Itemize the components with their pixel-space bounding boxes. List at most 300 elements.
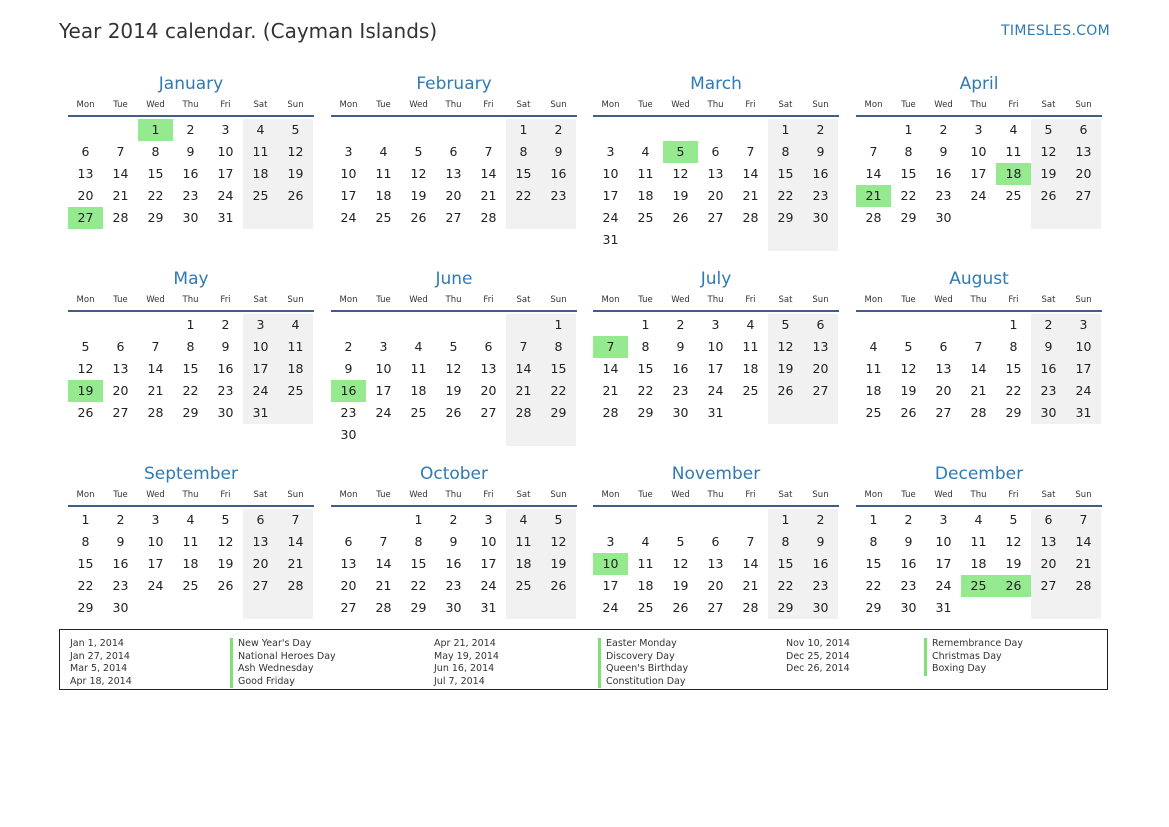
- day-cell: 27: [1075, 188, 1092, 203]
- day-cell: 24: [970, 188, 987, 203]
- day-cell: 18: [375, 188, 392, 203]
- legend-names-1: [230, 638, 336, 688]
- month-april: [856, 73, 1102, 259]
- day-cell: 15: [182, 361, 199, 376]
- day-cell: 17: [340, 188, 357, 203]
- weekday-label: Sun: [1075, 490, 1092, 500]
- day-cell: 6: [484, 339, 493, 354]
- legend-names-3: [924, 638, 1023, 676]
- day-cell: 9: [186, 144, 195, 159]
- day-cell: 5: [554, 512, 563, 527]
- weekday-label: Thu: [970, 100, 987, 110]
- weekday-label: Wed: [671, 295, 690, 305]
- days-grid: [593, 119, 838, 259]
- month-january: [68, 73, 314, 259]
- month-name: January: [158, 74, 224, 94]
- legend-date: Dec 25, 2014: [786, 650, 850, 662]
- day-cell: 21: [480, 188, 497, 203]
- day-cell: 7: [291, 512, 300, 527]
- weekday-label: Thu: [707, 490, 724, 500]
- day-cell: 12: [777, 339, 794, 354]
- weekday-label: Sat: [1041, 490, 1056, 500]
- day-cell: 2: [554, 122, 563, 137]
- day-cell: 6: [1044, 512, 1053, 527]
- day-cell: 17: [375, 383, 392, 398]
- weekday-label: Wed: [146, 490, 165, 500]
- day-cell: 7: [116, 144, 125, 159]
- day-cell: 11: [515, 534, 532, 549]
- day-cell: 22: [777, 188, 794, 203]
- legend-holiday: Remembrance Day: [924, 638, 1023, 651]
- day-cell: 15: [865, 556, 882, 571]
- day-cell: 26: [287, 188, 304, 203]
- day-cell: 19: [777, 361, 794, 376]
- day-cell: 12: [445, 361, 462, 376]
- day-cell: 28: [515, 405, 532, 420]
- day-cell: 10: [602, 166, 619, 181]
- days-grid: [331, 509, 576, 649]
- day-cell: 26: [777, 383, 794, 398]
- day-cell: 30: [812, 210, 829, 225]
- day-cell: 30: [445, 600, 462, 615]
- day-cell: 28: [480, 210, 497, 225]
- day-cell: 9: [904, 534, 913, 549]
- month-february: [331, 73, 577, 259]
- day-cell: 27: [480, 405, 497, 420]
- day-cell: 18: [865, 383, 882, 398]
- month-name: July: [700, 269, 732, 289]
- day-cell: 8: [781, 144, 790, 159]
- month-may: [68, 268, 314, 454]
- day-cell: 21: [112, 188, 129, 203]
- holiday-day-cell: 18: [996, 163, 1031, 185]
- day-cell: 23: [112, 578, 129, 593]
- weekday-label: Wed: [934, 295, 953, 305]
- month-name: March: [690, 74, 742, 94]
- day-cell: 8: [519, 144, 528, 159]
- days-grid: [593, 509, 838, 649]
- day-cell: 16: [550, 166, 567, 181]
- day-cell: 12: [672, 556, 689, 571]
- day-cell: 22: [410, 578, 427, 593]
- weekday-label: Wed: [934, 100, 953, 110]
- day-cell: 11: [252, 144, 269, 159]
- weekday-label: Tue: [901, 295, 916, 305]
- day-cell: 22: [182, 383, 199, 398]
- day-cell: 12: [1005, 534, 1022, 549]
- day-cell: 20: [340, 578, 357, 593]
- day-cell: 27: [112, 405, 129, 420]
- holiday-legend: [59, 629, 1108, 690]
- day-cell: 27: [252, 578, 269, 593]
- weekday-label: Sat: [778, 295, 793, 305]
- day-cell: 9: [816, 534, 825, 549]
- day-cell: 27: [445, 210, 462, 225]
- month-rule: [68, 505, 314, 507]
- legend-holiday: Discovery Day: [598, 651, 688, 664]
- day-cell: 21: [147, 383, 164, 398]
- holiday-day-cell: 19: [68, 380, 103, 402]
- weekday-label: Thu: [970, 295, 987, 305]
- day-cell: 16: [812, 556, 829, 571]
- day-cell: 4: [974, 512, 983, 527]
- day-cell: 28: [147, 405, 164, 420]
- day-cell: 19: [287, 166, 304, 181]
- day-cell: 30: [900, 600, 917, 615]
- weekday-label: Mon: [339, 100, 358, 110]
- day-cell: 1: [554, 317, 563, 332]
- day-cell: 8: [414, 534, 423, 549]
- day-cell: 24: [340, 210, 357, 225]
- day-cell: 17: [217, 166, 234, 181]
- day-cell: 12: [410, 166, 427, 181]
- day-cell: 6: [81, 144, 90, 159]
- day-cell: 12: [287, 144, 304, 159]
- day-cell: 10: [707, 339, 724, 354]
- legend-date: Jun 16, 2014: [434, 663, 495, 674]
- day-cell: 12: [900, 361, 917, 376]
- day-cell: 18: [182, 556, 199, 571]
- legend-date: Jul 7, 2014: [434, 675, 485, 687]
- day-cell: 15: [777, 556, 794, 571]
- day-cell: 15: [147, 166, 164, 181]
- day-cell: 21: [742, 578, 759, 593]
- month-rule: [856, 505, 1102, 507]
- day-cell: 10: [970, 144, 987, 159]
- days-grid: [68, 119, 313, 259]
- weekday-label: Sun: [550, 490, 567, 500]
- day-cell: 24: [602, 210, 619, 225]
- weekday-label: Mon: [76, 295, 95, 305]
- month-name: February: [416, 74, 492, 94]
- day-cell: 26: [672, 210, 689, 225]
- weekday-label: Sat: [778, 490, 793, 500]
- day-cell: 11: [410, 361, 427, 376]
- day-cell: 11: [970, 534, 987, 549]
- weekday-label: Mon: [76, 100, 95, 110]
- legend-holiday: National Heroes Day: [230, 651, 336, 664]
- weekday-label: Tue: [376, 490, 391, 500]
- day-cell: 30: [112, 600, 129, 615]
- day-cell: 13: [1040, 534, 1057, 549]
- day-cell: 23: [550, 188, 567, 203]
- day-cell: 7: [1079, 512, 1088, 527]
- day-cell: 5: [414, 144, 423, 159]
- day-cell: 31: [252, 405, 269, 420]
- day-cell: 12: [672, 166, 689, 181]
- day-cell: 3: [151, 512, 160, 527]
- month-name: December: [934, 464, 1024, 484]
- month-name: September: [144, 464, 238, 484]
- day-cell: 22: [777, 578, 794, 593]
- day-cell: 17: [480, 556, 497, 571]
- day-cell: 23: [900, 578, 917, 593]
- day-cell: 18: [287, 361, 304, 376]
- month-rule: [593, 505, 839, 507]
- day-cell: 24: [375, 405, 392, 420]
- day-cell: 22: [77, 578, 94, 593]
- day-cell: 17: [252, 361, 269, 376]
- weekday-label: Fri: [1008, 490, 1019, 500]
- day-cell: 15: [900, 166, 917, 181]
- days-grid: [593, 314, 838, 454]
- day-cell: 22: [900, 188, 917, 203]
- day-cell: 20: [707, 188, 724, 203]
- day-cell: 31: [602, 232, 619, 247]
- day-cell: 13: [112, 361, 129, 376]
- day-cell: 8: [554, 339, 563, 354]
- day-cell: 1: [781, 122, 790, 137]
- day-cell: 2: [904, 512, 913, 527]
- day-cell: 25: [637, 600, 654, 615]
- day-cell: 25: [287, 383, 304, 398]
- day-cell: 9: [939, 144, 948, 159]
- day-cell: 18: [637, 188, 654, 203]
- day-cell: 3: [606, 534, 615, 549]
- day-cell: 4: [256, 122, 265, 137]
- day-cell: 1: [641, 317, 650, 332]
- day-cell: 15: [550, 361, 567, 376]
- day-cell: 1: [781, 512, 790, 527]
- day-cell: 6: [816, 317, 825, 332]
- legend-dates-1: [70, 638, 132, 688]
- day-cell: 24: [252, 383, 269, 398]
- day-cell: 5: [676, 534, 685, 549]
- day-cell: 7: [869, 144, 878, 159]
- day-cell: 28: [742, 210, 759, 225]
- day-cell: 10: [375, 361, 392, 376]
- day-cell: 10: [340, 166, 357, 181]
- day-cell: 16: [672, 361, 689, 376]
- day-cell: 26: [217, 578, 234, 593]
- month-rule: [68, 115, 314, 117]
- weekday-label: Wed: [409, 100, 428, 110]
- day-cell: 8: [869, 534, 878, 549]
- day-cell: 7: [746, 534, 755, 549]
- weekday-label: Tue: [638, 295, 653, 305]
- day-cell: 14: [742, 166, 759, 181]
- legend-holiday: Ash Wednesday: [230, 663, 336, 676]
- day-cell: 31: [707, 405, 724, 420]
- day-cell: 25: [865, 405, 882, 420]
- day-cell: 20: [480, 383, 497, 398]
- day-cell: 26: [445, 405, 462, 420]
- day-cell: 18: [742, 361, 759, 376]
- days-grid: [856, 509, 1101, 649]
- site-link[interactable]: TIMESLES.COM: [1001, 23, 1110, 39]
- day-cell: 13: [480, 361, 497, 376]
- day-cell: 3: [256, 317, 265, 332]
- weekday-label: Tue: [376, 100, 391, 110]
- weekday-label: Fri: [745, 100, 756, 110]
- month-name: November: [671, 464, 761, 484]
- day-cell: 17: [147, 556, 164, 571]
- month-november: [593, 463, 839, 649]
- month-rule: [593, 115, 839, 117]
- day-cell: 9: [676, 339, 685, 354]
- day-cell: 13: [445, 166, 462, 181]
- day-cell: 7: [746, 144, 755, 159]
- day-cell: 3: [606, 144, 615, 159]
- day-cell: 7: [519, 339, 528, 354]
- legend-holiday: New Year's Day: [230, 638, 336, 651]
- weekday-label: Wed: [671, 490, 690, 500]
- day-cell: 17: [1075, 361, 1092, 376]
- days-grid: [856, 119, 1101, 259]
- day-cell: 19: [410, 188, 427, 203]
- day-cell: 28: [865, 210, 882, 225]
- day-cell: 27: [1040, 578, 1057, 593]
- legend-date: Apr 21, 2014: [434, 638, 496, 649]
- day-cell: 3: [221, 122, 230, 137]
- day-cell: 20: [935, 383, 952, 398]
- day-cell: 3: [379, 339, 388, 354]
- weekday-header: [856, 485, 1102, 505]
- weekday-label: Thu: [445, 295, 462, 305]
- days-grid: [68, 509, 313, 649]
- day-cell: 13: [252, 534, 269, 549]
- day-cell: 2: [344, 339, 353, 354]
- month-rule: [331, 115, 577, 117]
- day-cell: 6: [116, 339, 125, 354]
- day-cell: 10: [217, 144, 234, 159]
- day-cell: 26: [410, 210, 427, 225]
- day-cell: 26: [1040, 188, 1057, 203]
- day-cell: 10: [147, 534, 164, 549]
- day-cell: 25: [1005, 188, 1022, 203]
- month-rule: [331, 505, 577, 507]
- day-cell: 31: [480, 600, 497, 615]
- holiday-day-cell: 21: [856, 185, 891, 207]
- weekday-label: Wed: [146, 295, 165, 305]
- day-cell: 23: [340, 405, 357, 420]
- month-august: [856, 268, 1102, 454]
- legend-date: Mar 5, 2014: [70, 663, 128, 674]
- legend-holiday: Constitution Day: [598, 676, 688, 689]
- day-cell: 22: [515, 188, 532, 203]
- day-cell: 25: [637, 210, 654, 225]
- day-cell: 25: [375, 210, 392, 225]
- day-cell: 18: [410, 383, 427, 398]
- day-cell: 22: [865, 578, 882, 593]
- legend-dates-2: [434, 638, 499, 688]
- day-cell: 28: [112, 210, 129, 225]
- day-cell: 14: [515, 361, 532, 376]
- page-title: Year 2014 calendar. (Cayman Islands): [59, 19, 438, 43]
- legend-holiday: Queen's Birthday: [598, 663, 688, 676]
- day-cell: 29: [865, 600, 882, 615]
- day-cell: 25: [252, 188, 269, 203]
- weekday-label: Fri: [483, 100, 494, 110]
- weekday-header: [593, 290, 839, 310]
- weekday-label: Fri: [483, 295, 494, 305]
- day-cell: 20: [252, 556, 269, 571]
- month-rule: [856, 115, 1102, 117]
- day-cell: 4: [641, 144, 650, 159]
- weekday-label: Mon: [601, 295, 620, 305]
- weekday-label: Sat: [253, 490, 268, 500]
- weekday-header: [856, 95, 1102, 115]
- day-cell: 20: [445, 188, 462, 203]
- day-cell: 6: [711, 144, 720, 159]
- weekday-label: Mon: [601, 100, 620, 110]
- legend-holiday: Christmas Day: [924, 651, 1023, 664]
- weekday-label: Sun: [550, 100, 567, 110]
- day-cell: 24: [602, 600, 619, 615]
- day-cell: 2: [816, 122, 825, 137]
- day-cell: 13: [340, 556, 357, 571]
- month-december: [856, 463, 1102, 649]
- day-cell: 2: [816, 512, 825, 527]
- day-cell: 21: [742, 188, 759, 203]
- day-cell: 2: [939, 122, 948, 137]
- day-cell: 30: [812, 600, 829, 615]
- day-cell: 10: [1075, 339, 1092, 354]
- day-cell: 14: [287, 534, 304, 549]
- weekday-label: Fri: [483, 490, 494, 500]
- day-cell: 16: [182, 166, 199, 181]
- day-cell: 29: [637, 405, 654, 420]
- day-cell: 8: [81, 534, 90, 549]
- day-cell: 24: [707, 383, 724, 398]
- day-cell: 3: [344, 144, 353, 159]
- day-cell: 6: [711, 534, 720, 549]
- day-cell: 17: [602, 188, 619, 203]
- day-cell: 10: [252, 339, 269, 354]
- day-cell: 28: [1075, 578, 1092, 593]
- weekday-label: Tue: [638, 100, 653, 110]
- day-cell: 15: [410, 556, 427, 571]
- holiday-day-cell: 25: [961, 575, 996, 597]
- month-rule: [856, 310, 1102, 312]
- month-name: June: [435, 269, 473, 289]
- day-cell: 1: [1009, 317, 1018, 332]
- day-cell: 26: [900, 405, 917, 420]
- holiday-day-cell: 16: [331, 380, 366, 402]
- day-cell: 16: [445, 556, 462, 571]
- day-cell: 16: [1040, 361, 1057, 376]
- day-cell: 23: [672, 383, 689, 398]
- legend-date: Nov 10, 2014: [786, 638, 850, 649]
- day-cell: 14: [602, 361, 619, 376]
- day-cell: 19: [217, 556, 234, 571]
- legend-holiday: Good Friday: [230, 676, 336, 689]
- day-cell: 13: [707, 556, 724, 571]
- day-cell: 18: [970, 556, 987, 571]
- day-cell: 19: [445, 383, 462, 398]
- weekday-label: Sat: [1041, 295, 1056, 305]
- weekday-label: Fri: [220, 100, 231, 110]
- day-cell: 30: [1040, 405, 1057, 420]
- day-cell: 28: [742, 600, 759, 615]
- weekday-label: Fri: [1008, 100, 1019, 110]
- weekday-label: Wed: [409, 295, 428, 305]
- day-cell: 19: [672, 578, 689, 593]
- day-cell: 1: [904, 122, 913, 137]
- weekday-header: [856, 290, 1102, 310]
- day-cell: 13: [707, 166, 724, 181]
- day-cell: 26: [550, 578, 567, 593]
- weekday-label: Mon: [339, 490, 358, 500]
- day-cell: 29: [410, 600, 427, 615]
- day-cell: 4: [1009, 122, 1018, 137]
- day-cell: 20: [812, 361, 829, 376]
- day-cell: 3: [974, 122, 983, 137]
- day-cell: 21: [602, 383, 619, 398]
- day-cell: 7: [974, 339, 983, 354]
- weekday-label: Thu: [182, 490, 199, 500]
- weekday-header: [331, 95, 577, 115]
